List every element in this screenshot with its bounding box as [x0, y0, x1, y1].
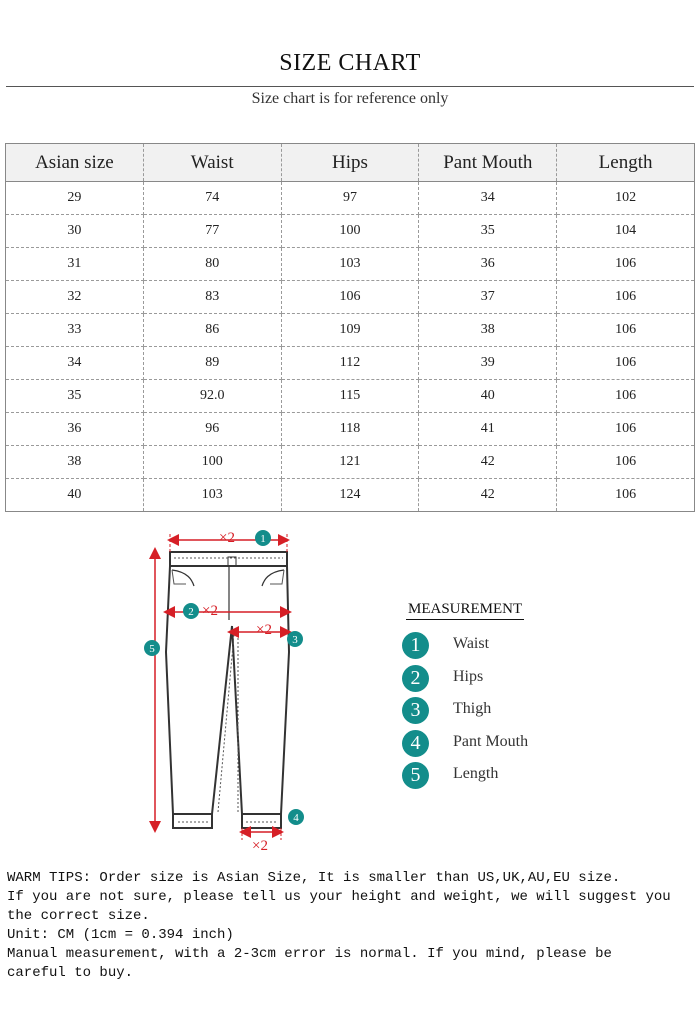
table-cell: 80 — [143, 248, 281, 281]
tip-line: Manual measurement, with a 2-3cm error is normal. If you mind, please be careful to buy. — [7, 946, 612, 981]
legend-item-thigh — [400, 697, 680, 730]
marker-thigh — [287, 631, 303, 647]
table-cell: 38 — [6, 446, 144, 479]
legend-number: 1 — [402, 632, 429, 659]
marker-number: 3 — [292, 634, 298, 646]
legend-number: 4 — [402, 730, 429, 757]
warm-tips — [7, 869, 677, 983]
table-cell: 115 — [281, 380, 419, 413]
title-divider — [6, 86, 694, 87]
size-table — [5, 143, 695, 512]
table-row — [6, 446, 695, 479]
column-header: Waist — [143, 144, 281, 182]
table-cell: 106 — [557, 380, 695, 413]
table-cell: 34 — [6, 347, 144, 380]
table-cell: 112 — [281, 347, 419, 380]
table-cell: 40 — [419, 380, 557, 413]
table-cell: 35 — [6, 380, 144, 413]
table-body — [6, 182, 695, 512]
table-cell: 77 — [143, 215, 281, 248]
table-row — [6, 413, 695, 446]
table-cell: 118 — [281, 413, 419, 446]
table-cell: 106 — [557, 446, 695, 479]
column-header: Length — [557, 144, 695, 182]
table-cell: 104 — [557, 215, 695, 248]
pants-outline — [166, 552, 289, 828]
table-cell: 38 — [419, 314, 557, 347]
legend-item-pant-mouth — [400, 730, 680, 763]
page-title: SIZE CHART — [279, 50, 421, 76]
marker-hips — [183, 603, 199, 619]
column-header: Asian size — [6, 144, 144, 182]
tip-line: Unit: CM (1cm = 0.394 inch) — [7, 927, 234, 943]
table-cell: 89 — [143, 347, 281, 380]
legend-number: 5 — [402, 762, 429, 789]
table-cell: 102 — [557, 182, 695, 215]
table-cell: 40 — [6, 479, 144, 512]
tip-line: WARM TIPS: Order size is Asian Size, It is smaller than US,UK,AU,EU size. — [7, 870, 621, 886]
legend-label: Thigh — [453, 700, 492, 717]
table-cell: 92.0 — [143, 380, 281, 413]
legend-number: 2 — [402, 665, 429, 692]
table-cell: 109 — [281, 314, 419, 347]
legend-label: Waist — [453, 635, 490, 652]
table-cell: 103 — [281, 248, 419, 281]
tip-line: If you are not sure, please tell us your height and weight, we will suggest you the correct size. — [7, 889, 671, 924]
pants-illustration — [130, 522, 330, 852]
times-two-label: ×2 — [202, 603, 218, 619]
table-cell: 41 — [419, 413, 557, 446]
legend-label: Hips — [453, 667, 484, 685]
marker-number: 5 — [149, 643, 155, 655]
marker-length — [144, 640, 160, 656]
marker-waist — [255, 530, 271, 546]
table-row — [6, 347, 695, 380]
table-cell: 39 — [419, 347, 557, 380]
table-cell: 106 — [557, 281, 695, 314]
table-cell: 83 — [143, 281, 281, 314]
marker-number: 2 — [188, 606, 194, 618]
page-subtitle: Size chart is for reference only — [251, 90, 449, 107]
table-cell: 124 — [281, 479, 419, 512]
table-cell: 32 — [6, 281, 144, 314]
table-cell: 42 — [419, 479, 557, 512]
table-cell: 106 — [557, 479, 695, 512]
legend-label: Length — [453, 765, 499, 782]
table-cell: 100 — [281, 215, 419, 248]
table-cell: 103 — [143, 479, 281, 512]
marker-number: 4 — [293, 812, 299, 824]
marker-number: 1 — [260, 533, 266, 545]
table-cell: 74 — [143, 182, 281, 215]
table-row — [6, 281, 695, 314]
table-row — [6, 479, 695, 512]
legend-item-waist — [400, 632, 680, 665]
table-cell: 106 — [557, 248, 695, 281]
table-header-row — [6, 144, 695, 182]
table-cell: 36 — [419, 248, 557, 281]
table-cell: 121 — [281, 446, 419, 479]
table-cell: 97 — [281, 182, 419, 215]
table-row — [6, 215, 695, 248]
table-cell: 100 — [143, 446, 281, 479]
table-cell: 34 — [419, 182, 557, 215]
table-cell: 86 — [143, 314, 281, 347]
pants-diagram — [130, 522, 330, 852]
times-two-label: ×2 — [252, 838, 268, 852]
column-header: Hips — [281, 144, 419, 182]
measurement-title: MEASUREMENT — [406, 601, 524, 620]
measurement-legend — [400, 632, 680, 795]
table-row — [6, 380, 695, 413]
table-cell: 36 — [6, 413, 144, 446]
table-row — [6, 182, 695, 215]
table-row — [6, 314, 695, 347]
table-cell: 31 — [6, 248, 144, 281]
table-cell: 29 — [6, 182, 144, 215]
column-header: Pant Mouth — [419, 144, 557, 182]
table-cell: 37 — [419, 281, 557, 314]
table-cell: 35 — [419, 215, 557, 248]
times-two-label: ×2 — [219, 530, 235, 546]
table-cell: 42 — [419, 446, 557, 479]
table-cell: 106 — [557, 347, 695, 380]
times-two-label: ×2 — [256, 622, 272, 638]
table-cell: 33 — [6, 314, 144, 347]
table-cell: 106 — [557, 413, 695, 446]
legend-number: 3 — [402, 697, 429, 724]
table-cell: 106 — [281, 281, 419, 314]
table-cell: 30 — [6, 215, 144, 248]
legend-item-length — [400, 762, 680, 795]
table-cell: 96 — [143, 413, 281, 446]
table-cell: 106 — [557, 314, 695, 347]
legend-item-hips — [400, 665, 680, 698]
marker-pant-mouth — [288, 809, 304, 825]
legend-label: Pant Mouth — [453, 732, 529, 750]
table-row — [6, 248, 695, 281]
